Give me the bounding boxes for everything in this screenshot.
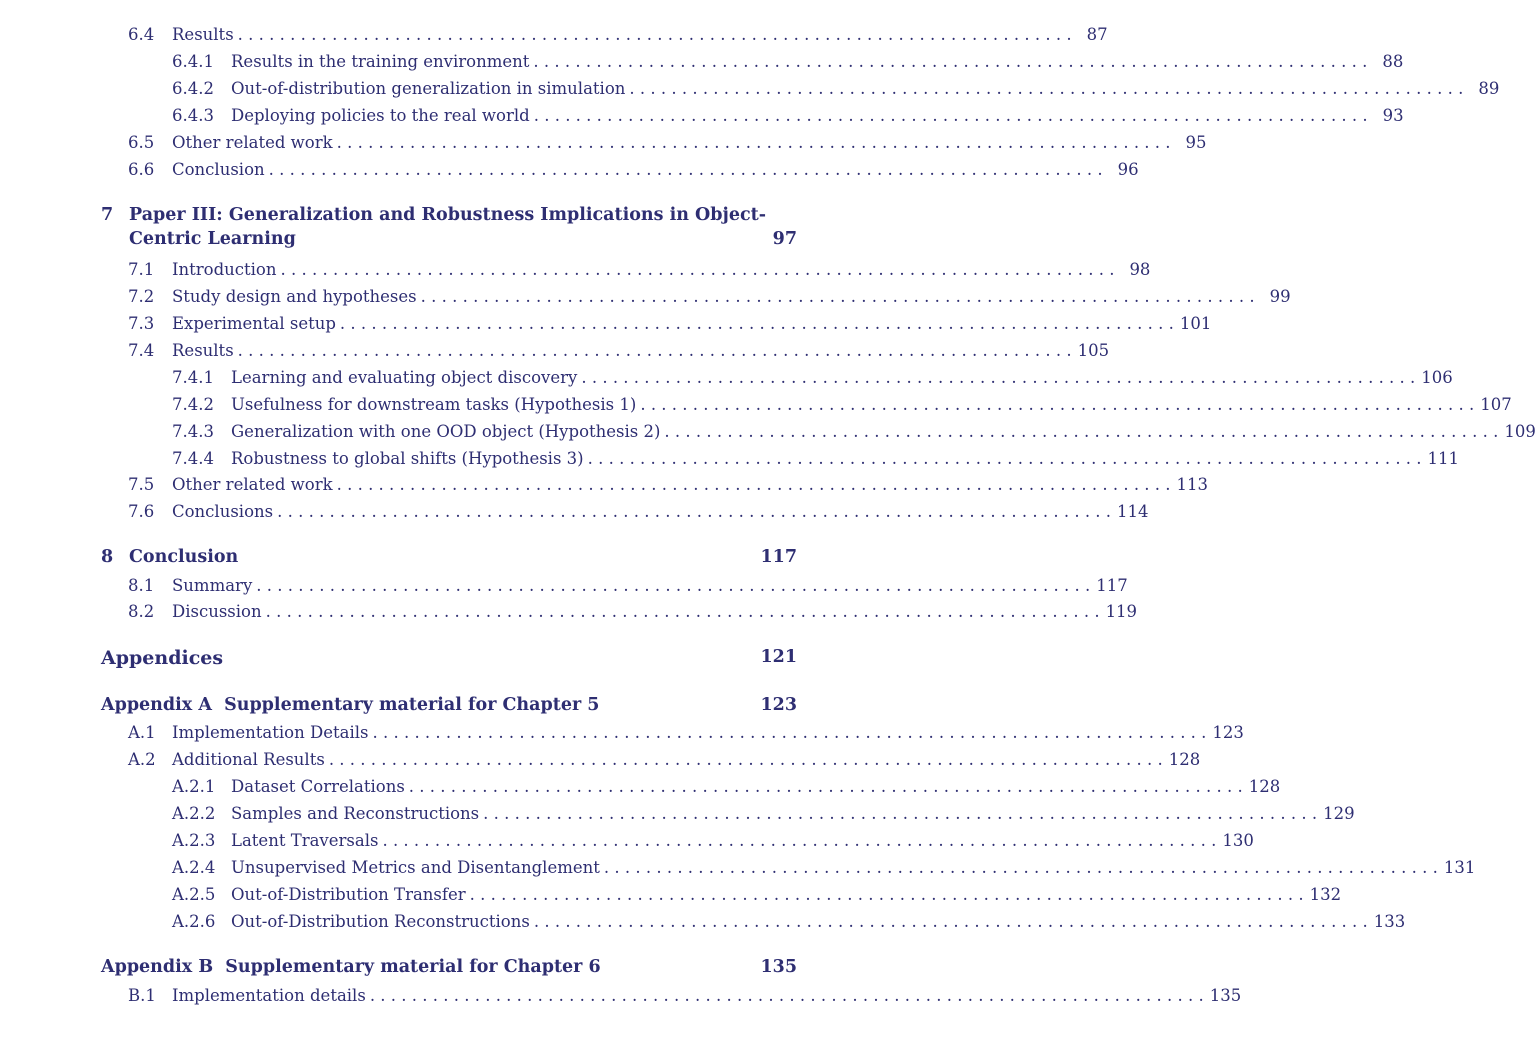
dot-leader: . . . . . . . . . . . . . . . . . . . . . . . . . . . . . . . . . . . . . . . . . . . . . . . . . . . . . . . . . . . . . . . . . . . . . . . . . . . . . . . . (237, 25, 1072, 44)
dot-leader: . . . . . . . . . . . . . . . . . . . . . . . . . . . . . . . . . . . . . . . . . . . . . . . . . . . . . . . . . . . . . . . . . . . . . . . . . . . . . . . . (256, 576, 1091, 595)
toc-entry-a-2-1[interactable] (172, 777, 1281, 796)
section-number: 8.2 (128, 602, 155, 621)
page-number: 129 (1323, 804, 1355, 823)
section-number: 7.1 (128, 260, 155, 279)
chapter-title-line2: Centric Learning (129, 229, 296, 249)
toc-entry-7-4-3[interactable] (172, 422, 1536, 441)
toc-entry-7-3[interactable] (128, 314, 1212, 333)
page-number: 111 (1427, 449, 1460, 468)
section-title: Results (172, 341, 234, 360)
indent-spacer (101, 229, 129, 249)
toc-chapter-8[interactable] (101, 547, 797, 567)
subsection-number: 7.4.2 (172, 395, 214, 414)
subsection-number: 6.4.2 (172, 79, 214, 98)
subsection-number: A.2.6 (172, 912, 216, 931)
section-title: Discussion (172, 602, 262, 621)
subsection-title: Samples and Reconstructions (231, 804, 480, 823)
dot-leader: . . . . . . . . . . . . . . . . . . . . . . . . . . . . . . . . . . . . . . . . . . . . . . . . . . . . . . . . . . . . . . . . . . . . . . . . . . . . . . . . (382, 831, 1217, 850)
toc-entry-a-2-2[interactable] (172, 804, 1355, 823)
toc-entry-a-2-6[interactable] (172, 912, 1406, 931)
page-number: 99 (1269, 287, 1291, 306)
dot-leader: . . . . . . . . . . . . . . . . . . . . . . . . . . . . . . . . . . . . . . . . . . . . . . . . . . . . . . . . . . . . . . . . . . . . . . . . . . . . . . . . (268, 160, 1103, 179)
subsection-title: Latent Traversals (231, 831, 379, 850)
subsection-title: Usefulness for downstream tasks (Hypothesis 1) (231, 395, 637, 414)
page-number: 95 (1185, 133, 1207, 152)
section-number: 8.1 (128, 576, 155, 595)
page-number: 89 (1478, 79, 1500, 98)
dot-leader: . . . . . . . . . . . . . . . . . . . . . . . . . . . . . . . . . . . . . . . . . . . . . . . . . . . . . . . . . . . . . . . . . . . . . . . . . . . . . . . . (533, 106, 1368, 125)
subsection-number: 6.4.3 (172, 106, 214, 125)
section-title: Study design and hypotheses (172, 287, 417, 306)
toc-entry-7-2[interactable] (128, 287, 1291, 306)
page-number: 123 (1212, 723, 1244, 742)
subsection-title: Robustness to global shifts (Hypothesis 3) (231, 449, 584, 468)
page-number: 106 (1421, 368, 1453, 387)
dot-leader: . . . . . . . . . . . . . . . . . . . . . . . . . . . . . . . . . . . . . . . . . . . . . . . . . . . . . . . . . . . . . . . . . . . . . . . . . . . . . . . . (533, 912, 1368, 931)
page-number: 101 (1179, 314, 1212, 333)
dot-leader: . . . . . . . . . . . . . . . . . . . . . . . . . . . . . . . . . . . . . . . . . . . . . . . . . . . . . . . . . . . . . . . . . . . . . . . . . . . . . . . . (336, 475, 1171, 494)
page-number: 130 (1222, 831, 1254, 850)
toc-entry-b-1[interactable] (128, 986, 1242, 1005)
dot-leader: . . . . . . . . . . . . . . . . . . . . . . . . . . . . . . . . . . . . . . . . . . . . . . . . . . . . . . . . . . . . . . . . . . . . . . . . . . . . . . . . (581, 368, 1416, 387)
page-number: 131 (1443, 858, 1476, 877)
section-number: 7.5 (128, 475, 155, 494)
page-number: 113 (1176, 475, 1209, 494)
dot-leader: . . . . . . . . . . . . . . . . . . . . . . . . . . . . . . . . . . . . . . . . . . . . . . . . . . . . . . . . . . . . . . . . . . . . . . . . . . . . . . . . (587, 449, 1422, 468)
toc-chapter-7[interactable] (101, 205, 797, 249)
toc-entry-a-1[interactable] (128, 723, 1244, 742)
dot-leader: . . . . . . . . . . . . . . . . . . . . . . . . . . . . . . . . . . . . . . . . . . . . . . . . . . . . . . . . . . . . . . . . . . . . . . . . . . . . . . . . (369, 986, 1204, 1005)
toc-entry-8-1[interactable] (128, 576, 1128, 595)
dot-leader: . . . . . . . . . . . . . . . . . . . . . . . . . . . . . . . . . . . . . . . . . . . . . . . . . . . . . . . . . . . . . . . . . . . . . . . . . . . . . . . . (336, 133, 1171, 152)
toc-entry-8-2[interactable] (128, 602, 1138, 621)
subsection-number: A.2.2 (172, 804, 216, 823)
page-number: 93 (1382, 106, 1404, 125)
subsection-number: A.2.1 (172, 777, 216, 796)
subsection-number: A.2.5 (172, 885, 216, 904)
dot-leader: . . . . . . . . . . . . . . . . . . . . . . . . . . . . . . . . . . . . . . . . . . . . . . . . . . . . . . . . . . . . . . . . . . . . . . . . . . . . . . . . (640, 395, 1475, 414)
page-number: 135 (1209, 986, 1242, 1005)
section-number: 6.6 (128, 160, 155, 179)
toc-entry-6-4-1[interactable] (172, 52, 1404, 71)
dot-leader: . . . . . . . . . . . . . . . . . . . . . . . . . . . . . . . . . . . . . . . . . . . . . . . . . . . . . . . . . . . . . . . . . . . . . . . . . . . . . . . . (237, 341, 1072, 360)
page-number: 121 (760, 647, 797, 667)
section-number: 7.4 (128, 341, 155, 360)
subsection-number: 6.4.1 (172, 52, 214, 71)
section-title: Conclusion (172, 160, 265, 179)
toc-entry-6-4-2[interactable] (172, 79, 1500, 98)
dot-leader: . . . . . . . . . . . . . . . . . . . . . . . . . . . . . . . . . . . . . . . . . . . . . . . . . . . . . . . . . . . . . . . . . . . . . . . . . . . . . . . . (420, 287, 1255, 306)
page-number: 128 (1168, 750, 1201, 769)
dot-leader: . . . . . . . . . . . . . . . . . . . . . . . . . . . . . . . . . . . . . . . . . . . . . . . . . . . . . . . . . . . . . . . . . . . . . . . . . . . . . . . . (339, 314, 1174, 333)
dot-leader: . . . . . . . . . . . . . . . . . . . . . . . . . . . . . . . . . . . . . . . . . . . . . . . . . . . . . . . . . . . . . . . . . . . . . . . . . . . . . . . . (408, 777, 1243, 796)
dot-leader: . . . . . . . . . . . . . . . . . . . . . . . . . . . . . . . . . . . . . . . . . . . . . . . . . . . . . . . . . . . . . . . . . . . . . . . . . . . . . . . . (483, 804, 1318, 823)
section-title: Introduction (172, 260, 277, 279)
toc-entry-7-1[interactable] (128, 260, 1151, 279)
appendix-title: Appendix A Supplementary material for Chapter 5 (101, 695, 600, 715)
section-title: Other related work (172, 133, 333, 152)
page-number: 119 (1105, 602, 1138, 621)
dot-leader: . . . . . . . . . . . . . . . . . . . . . . . . . . . . . . . . . . . . . . . . . . . . . . . . . . . . . . . . . . . . . . . . . . . . . . . . . . . . . . . . (328, 750, 1163, 769)
page-number: 114 (1117, 502, 1149, 521)
section-title: Conclusions (172, 502, 274, 521)
toc-entry-6-6[interactable] (128, 160, 1139, 179)
page-number: 88 (1382, 52, 1404, 71)
section-title: Experimental setup (172, 314, 336, 333)
dot-leader: . . . . . . . . . . . . . . . . . . . . . . . . . . . . . . . . . . . . . . . . . . . . . . . . . . . . . . . . . . . . . . . . . . . . . . . . . . . . . . . . (469, 885, 1304, 904)
page-number: 135 (760, 957, 797, 977)
section-title: Results (172, 25, 234, 44)
subsection-title: Out-of-Distribution Reconstructions (231, 912, 530, 931)
page-number: 107 (1480, 395, 1512, 414)
section-number: A.2 (128, 750, 156, 769)
toc-entry-7-4-4[interactable] (172, 449, 1460, 468)
dot-leader: . . . . . . . . . . . . . . . . . . . . . . . . . . . . . . . . . . . . . . . . . . . . . . . . . . . . . . . . . . . . . . . . . . . . . . . . . . . . . . . . (277, 502, 1112, 521)
section-number: 7.6 (128, 502, 155, 521)
dot-leader: . . . . . . . . . . . . . . . . . . . . . . . . . . . . . . . . . . . . . . . . . . . . . . . . . . . . . . . . . . . . . . . . . . . . . . . . . . . . . . . . (664, 422, 1499, 441)
section-number: 6.5 (128, 133, 155, 152)
subsection-number: 7.4.1 (172, 368, 214, 387)
subsection-number: A.2.3 (172, 831, 216, 850)
subsection-title: Generalization with one OOD object (Hypothesis 2) (231, 422, 661, 441)
page-number: 105 (1077, 341, 1110, 360)
section-number: A.1 (128, 723, 156, 742)
page-number: 117 (1096, 576, 1128, 595)
chapter-title-line1: Paper III: Generalization and Robustness Implications in Object- (129, 205, 766, 225)
dot-leader: . . . . . . . . . . . . . . . . . . . . . . . . . . . . . . . . . . . . . . . . . . . . . . . . . . . . . . . . . . . . . . . . . . . . . . . . . . . . . . . . (372, 723, 1207, 742)
toc-entry-6-4-3[interactable] (172, 106, 1404, 125)
section-title: Summary (172, 576, 253, 595)
subsection-title: Deploying policies to the real world (231, 106, 530, 125)
toc-appendix-a[interactable] (101, 695, 797, 715)
section-title: Implementation details (172, 986, 366, 1005)
subsection-title: Dataset Correlations (231, 777, 405, 796)
section-number: 6.4 (128, 25, 155, 44)
appendix-title: Appendix B Supplementary material for Chapter 6 (101, 957, 601, 977)
toc-entry-7-5[interactable] (128, 475, 1209, 494)
chapter-title: Conclusion (129, 547, 239, 567)
toc-entry-7-4[interactable] (128, 341, 1110, 360)
page-number: 87 (1086, 25, 1108, 44)
toc-entry-a-2[interactable] (128, 750, 1201, 769)
dot-leader: . . . . . . . . . . . . . . . . . . . . . . . . . . . . . . . . . . . . . . . . . . . . . . . . . . . . . . . . . . . . . . . . . . . . . . . . . . . . . . . . (629, 79, 1464, 98)
dot-leader: . . . . . . . . . . . . . . . . . . . . . . . . . . . . . . . . . . . . . . . . . . . . . . . . . . . . . . . . . . . . . . . . . . . . . . . . . . . . . . . . (533, 52, 1368, 71)
page-number: 96 (1117, 160, 1139, 179)
subsection-number: A.2.4 (172, 858, 216, 877)
dot-leader: . . . . . . . . . . . . . . . . . . . . . . . . . . . . . . . . . . . . . . . . . . . . . . . . . . . . . . . . . . . . . . . . . . . . . . . . . . . . . . . . (265, 602, 1100, 621)
toc-entry-a-2-5[interactable] (172, 885, 1342, 904)
page-number: 97 (772, 229, 797, 249)
page-number: 123 (760, 695, 797, 715)
section-number: 7.3 (128, 314, 155, 333)
section-number: 7.2 (128, 287, 155, 306)
page-number: 109 (1504, 422, 1536, 441)
toc-appendices[interactable] (101, 647, 797, 669)
chapter-number: 8 (101, 547, 114, 567)
toc-entry-a-2-3[interactable] (172, 831, 1254, 850)
subsection-title: Out-of-Distribution Transfer (231, 885, 466, 904)
section-title: Additional Results (172, 750, 325, 769)
page-number: 128 (1248, 777, 1281, 796)
toc-entry-7-6[interactable] (128, 502, 1149, 521)
toc-entry-6-5[interactable] (128, 133, 1207, 152)
toc-entry-7-4-2[interactable] (172, 395, 1512, 414)
page-number: 132 (1309, 885, 1342, 904)
page-number: 98 (1129, 260, 1151, 279)
toc-entry-7-4-1[interactable] (172, 368, 1453, 387)
subsection-title: Learning and evaluating object discovery (231, 368, 578, 387)
section-title: Implementation Details (172, 723, 369, 742)
section-title: Other related work (172, 475, 333, 494)
subsection-number: 7.4.4 (172, 449, 214, 468)
section-number: B.1 (128, 986, 156, 1005)
subsection-title: Results in the training environment (231, 52, 530, 71)
dot-leader: . . . . . . . . . . . . . . . . . . . . . . . . . . . . . . . . . . . . . . . . . . . . . . . . . . . . . . . . . . . . . . . . . . . . . . . . . . . . . . . . (603, 858, 1438, 877)
subsection-number: 7.4.3 (172, 422, 214, 441)
toc-entry-6-4[interactable] (128, 25, 1108, 44)
chapter-number: 7 (101, 205, 114, 225)
subsection-title: Out-of-distribution generalization in simulation (231, 79, 626, 98)
subsection-title: Unsupervised Metrics and Disentanglement (231, 858, 600, 877)
toc-entry-a-2-4[interactable] (172, 858, 1476, 877)
part-title: Appendices (101, 647, 224, 669)
toc-appendix-b[interactable] (101, 957, 797, 977)
dot-leader: . . . . . . . . . . . . . . . . . . . . . . . . . . . . . . . . . . . . . . . . . . . . . . . . . . . . . . . . . . . . . . . . . . . . . . . . . . . . . . . . (280, 260, 1115, 279)
page-number: 117 (760, 547, 797, 567)
page-number: 133 (1373, 912, 1406, 931)
